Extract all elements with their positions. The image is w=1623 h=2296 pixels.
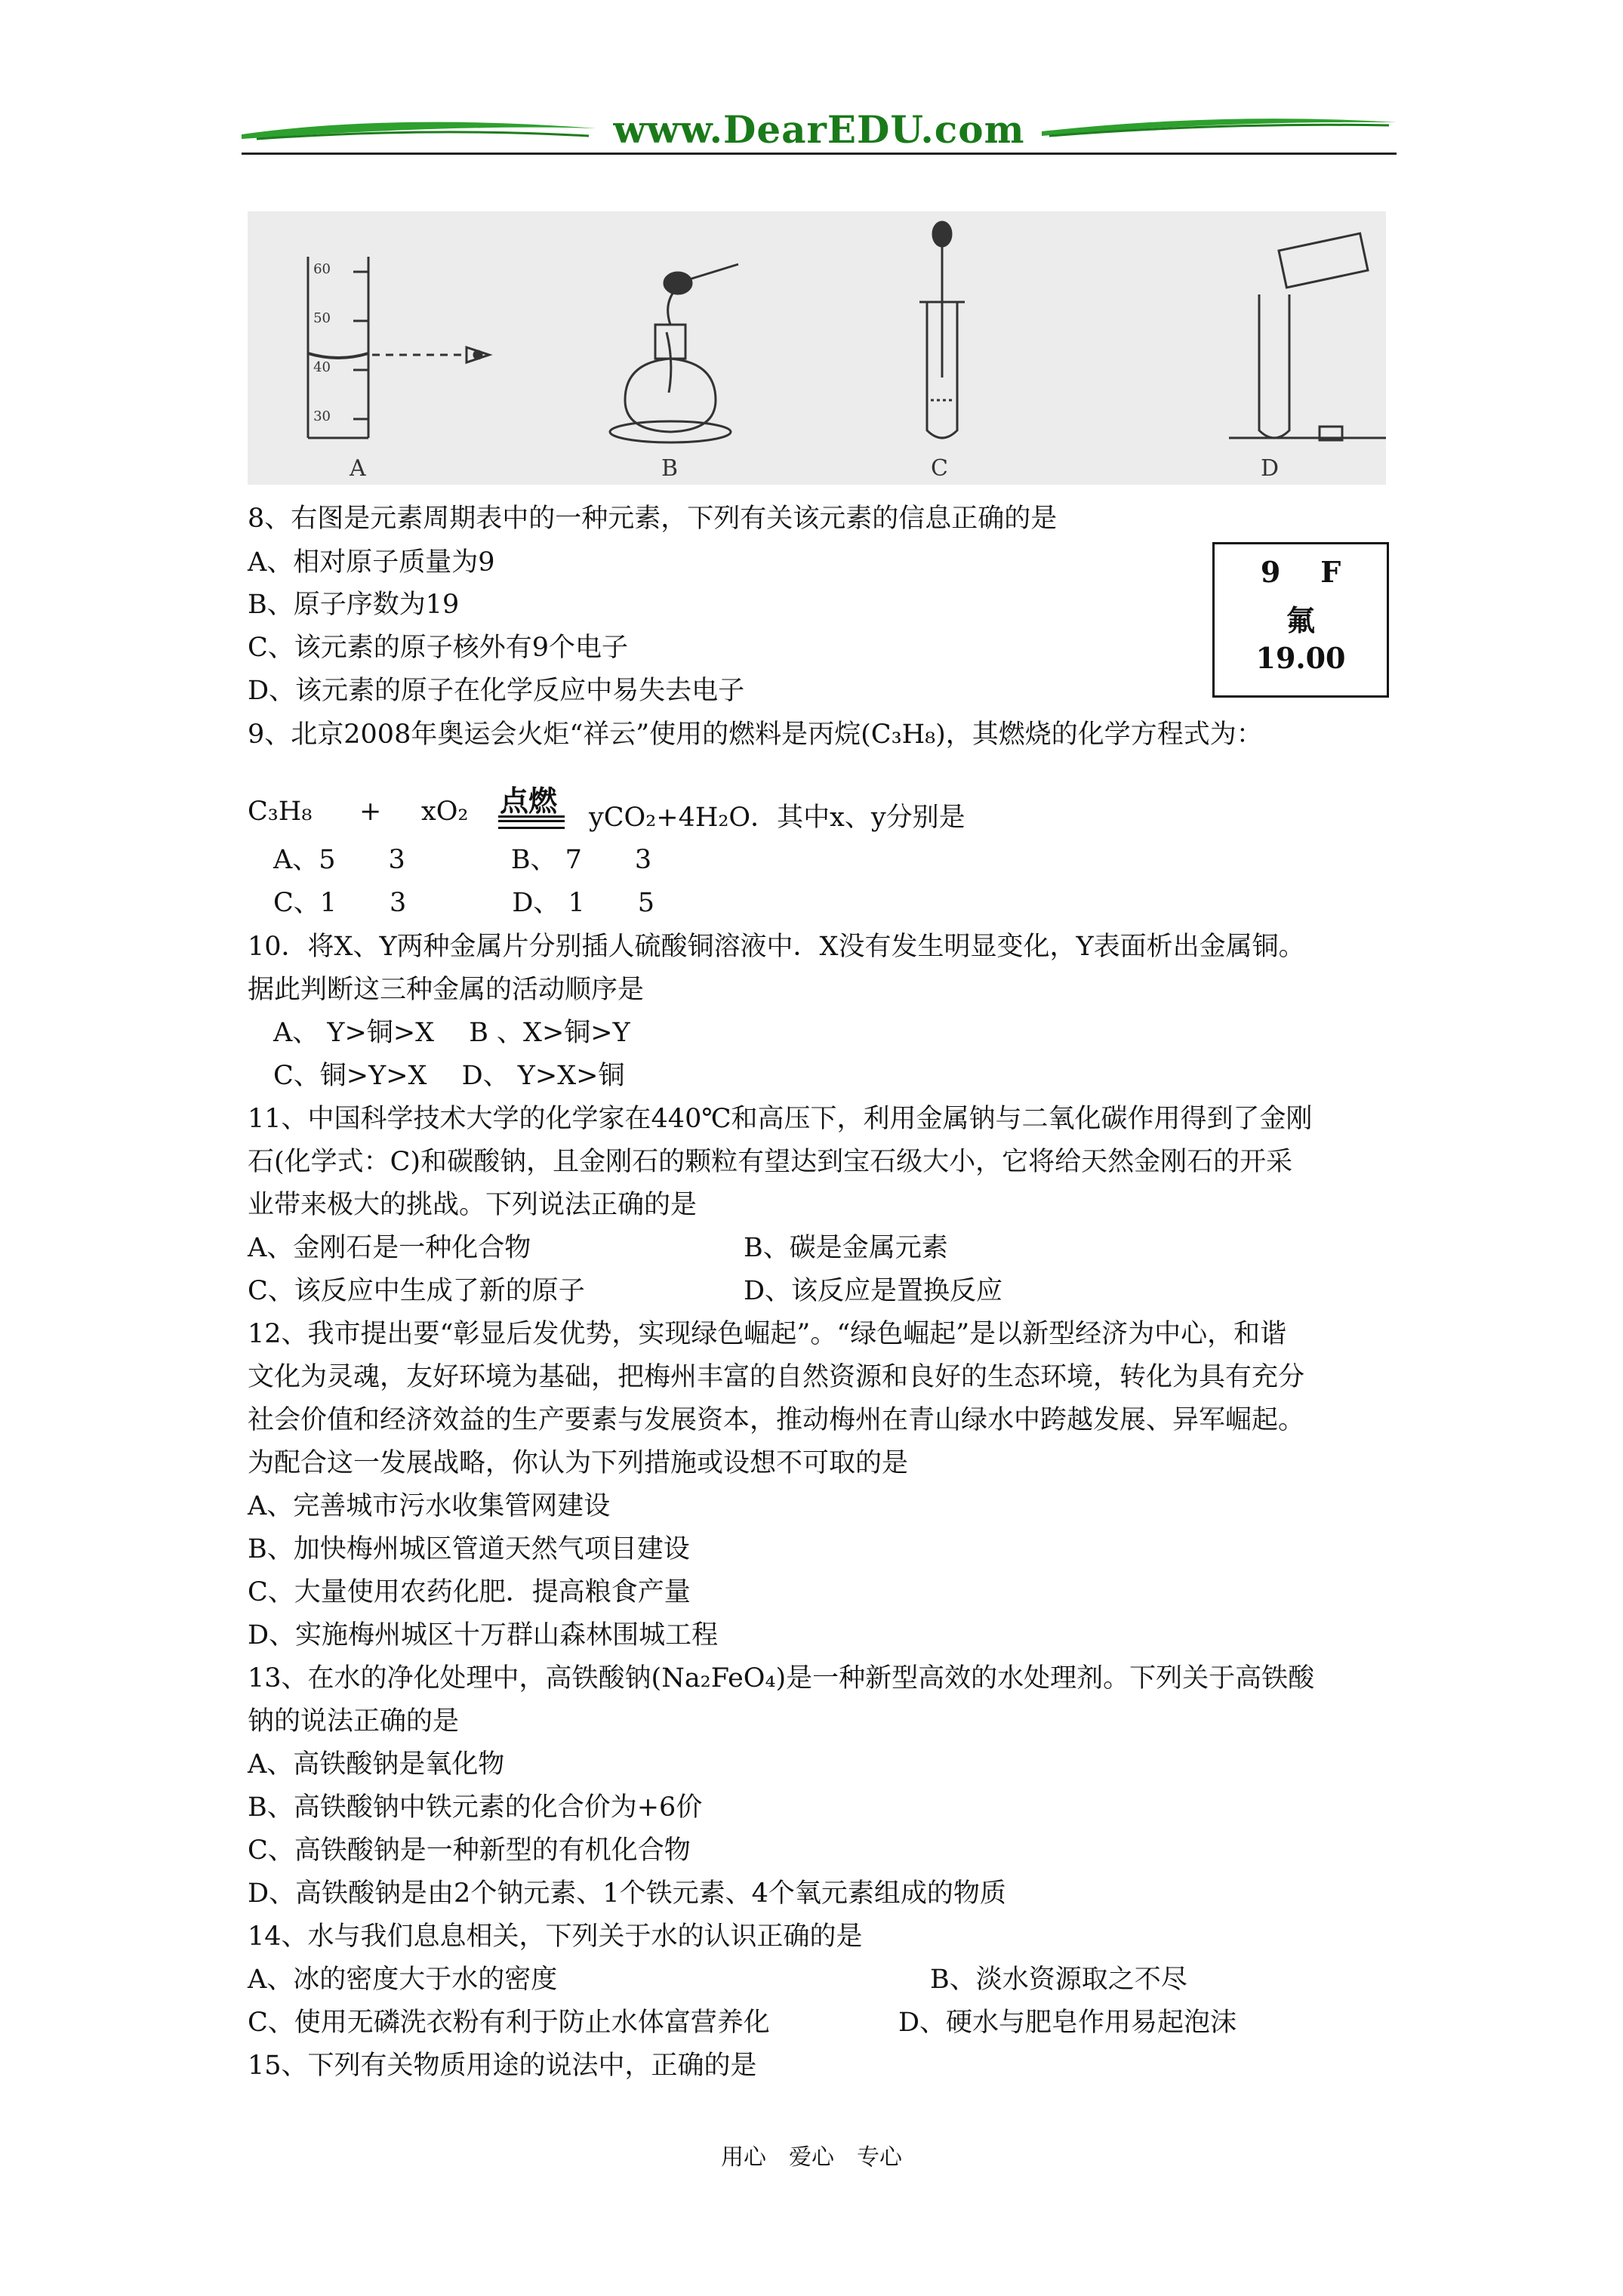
q10-options-row1: A、 Y>铜>X B 、X>铜>Y xyxy=(273,1018,630,1048)
label-a: A xyxy=(350,455,366,482)
pouring-reagent-icon xyxy=(1229,233,1386,440)
q14-stem: 14、水与我们息息相关，下列关于水的认识正确的是 xyxy=(248,1922,863,1952)
q15-stem: 15、下列有关物质用途的说法中，正确的是 xyxy=(248,2051,757,2081)
alcohol-lamp-icon xyxy=(610,264,738,442)
q13-line1: 13、在水的净化处理中，高铁酸钠(Na₂FeO₄)是一种新型高效的水处理剂。下列关于高铁酸 xyxy=(248,1663,1315,1693)
q12-option-c: C、大量使用农药化肥．提高粮食产量 xyxy=(248,1577,691,1607)
label-b: B xyxy=(661,455,679,482)
q14-option-d: D、硬水与肥皂作用易起泡沫 xyxy=(898,2008,1237,2038)
lab-figure-drawing xyxy=(248,211,1386,485)
tick-60: 60 xyxy=(313,261,331,277)
tick-30: 30 xyxy=(313,408,331,424)
q11-option-b: B、碳是金属元素 xyxy=(744,1233,948,1263)
header-rule xyxy=(242,153,1397,155)
q8-stem: 8、右图是元素周期表中的一种元素，下列有关该元素的信息正确的是 xyxy=(248,504,1058,534)
q13-option-a: A、高铁酸钠是氧化物 xyxy=(248,1749,505,1780)
q14-option-a: A、冰的密度大于水的密度 xyxy=(248,1965,558,1995)
lab-operations-figure xyxy=(248,211,1386,485)
page-footer: 用心 爱心 专心 xyxy=(721,2144,902,2171)
element-name: 氟 xyxy=(1286,603,1315,637)
q12-line1: 12、我市提出要“彰显后发优势，实现绿色崛起”。“绿色崛起”是以新型经济为中心，和谐 xyxy=(248,1319,1287,1349)
q10-line2: 据此判断这三种金属的活动顺序是 xyxy=(248,975,645,1005)
q12-line3: 社会价值和经济效益的生产要素与发展资本，推动梅州在青山绿水中跨越发展、异军崛起。 xyxy=(248,1405,1305,1435)
q9-stem: 9、北京2008年奥运会火炬“祥云”使用的燃料是丙烷(C₃H₈)，其燃烧的化学方程式为： xyxy=(248,720,1263,750)
q12-line4: 为配合这一发展战略，你认为下列措施或设想不可取的是 xyxy=(248,1448,909,1478)
test-tube-dropper-icon xyxy=(919,222,965,438)
q13-line2: 钠的说法正确的是 xyxy=(248,1706,460,1737)
eq-left: C₃H₈ xyxy=(248,797,313,827)
eq-condition: 点燃 xyxy=(500,784,558,818)
q14-option-c: C、使用无磷洗衣粉有利于防止水体富营养化 xyxy=(248,2008,770,2038)
q11-option-d: D、该反应是置换反应 xyxy=(744,1276,1003,1306)
label-c: C xyxy=(931,455,948,482)
eq-sign xyxy=(498,815,565,829)
eq-o2: xO₂ xyxy=(421,797,469,827)
label-d: D xyxy=(1261,455,1280,482)
q8-option-d: D、该元素的原子在化学反应中易失去电子 xyxy=(248,676,745,706)
page-header xyxy=(242,106,1397,159)
site-name: www.DearEDU.com xyxy=(613,107,1025,152)
q9-options-row1: A、5 3 B、 7 3 xyxy=(273,845,652,875)
q8-option-c: C、该元素的原子核外有9个电子 xyxy=(248,633,629,663)
q12-line2: 文化为灵魂，友好环境为基础，把梅州丰富的自然资源和良好的生态环境，转化为具有充分 xyxy=(248,1362,1305,1392)
tick-50: 50 xyxy=(313,310,331,326)
q8-option-a: A、相对原子质量为9 xyxy=(248,547,495,578)
q13-option-b: B、高铁酸钠中铁元素的化合价为+6价 xyxy=(248,1792,703,1823)
q12-option-a: A、完善城市污水收集管网建设 xyxy=(248,1491,611,1521)
q11-option-a: A、金刚石是一种化合物 xyxy=(248,1233,531,1263)
q11-line3: 业带来极大的挑战。下列说法正确的是 xyxy=(248,1190,698,1220)
q10-options-row2: C、铜>Y>X D、 Y>X>铜 xyxy=(273,1061,625,1091)
q12-option-d: D、实施梅州城区十万群山森林围城工程 xyxy=(248,1620,719,1650)
q11-line2: 石(化学式：C)和碳酸钠，且金刚石的颗粒有望达到宝石级大小，它将给天然金刚石的开采 xyxy=(248,1147,1293,1177)
tick-40: 40 xyxy=(313,359,331,375)
element-symbol: F xyxy=(1320,555,1341,589)
eq-plus: + xyxy=(359,797,382,827)
q14-option-b: B、淡水资源取之不尽 xyxy=(930,1965,1187,1995)
element-mass: 19.00 xyxy=(1255,641,1346,675)
q10-line1: 10．将X、Y两种金属片分别插人硫酸铜溶液中．X没有发生明显变化，Y表面析出金属铜。 xyxy=(248,932,1305,962)
q12-option-b: B、加快梅州城区管道天然气项目建设 xyxy=(248,1534,690,1564)
q13-option-c: C、高铁酸钠是一种新型的有机化合物 xyxy=(248,1835,691,1866)
q11-option-c: C、该反应中生成了新的原子 xyxy=(248,1276,585,1306)
graduated-cylinder-icon xyxy=(308,257,489,438)
element-number: 9 xyxy=(1260,555,1281,589)
element-card xyxy=(1212,542,1389,698)
eq-right: yCO₂+4H₂O．其中x、y分别是 xyxy=(589,803,965,833)
q13-option-d: D、高铁酸钠是由2个钠元素、1个铁元素、4个氧元素组成的物质 xyxy=(248,1878,1006,1909)
q8-option-b: B、原子序数为19 xyxy=(248,590,460,620)
q11-line1: 11、中国科学技术大学的化学家在440℃和高压下，利用金属钠与二氧化碳作用得到了金刚 xyxy=(248,1104,1313,1134)
q9-options-row2: C、1 3 D、 1 5 xyxy=(273,888,655,918)
